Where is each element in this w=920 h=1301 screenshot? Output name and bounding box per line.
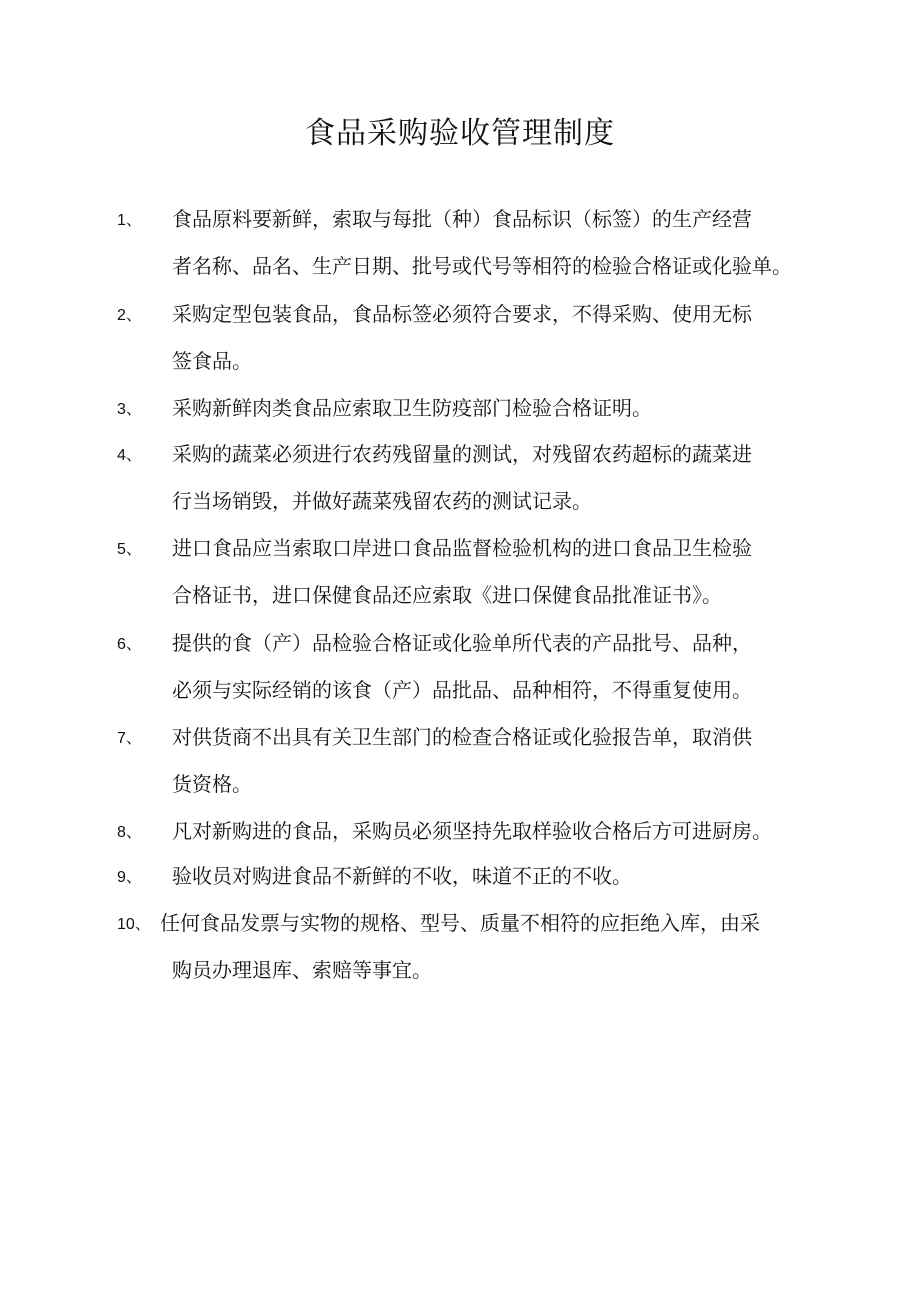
item-number: 10、	[117, 916, 151, 933]
item-number: 4、	[117, 447, 142, 464]
item-line: 提供的食（产）品检验合格证或化验单所代表的产品批号、品种，	[172, 631, 752, 655]
item-line: 行当场销毁，并做好蔬菜残留农药的测试记录。	[172, 489, 592, 513]
item-number: 6、	[117, 636, 142, 653]
item-line: 验收员对购进食品不新鲜的不收，味道不正的不收。	[172, 864, 632, 888]
item-line: 采购定型包装食品，食品标签必须符合要求，不得采购、使用无标	[172, 302, 752, 326]
item-line: 签食品。	[172, 349, 252, 373]
document-title: 食品采购验收管理制度	[305, 116, 615, 151]
item-line: 货资格。	[172, 772, 252, 796]
item-line: 任何食品发票与实物的规格、型号、质量不相符的应拒绝入库，由采	[160, 911, 760, 935]
item-line: 凡对新购进的食品，采购员必须坚持先取样验收合格后方可进厨房。	[172, 819, 772, 843]
item-number: 9、	[117, 869, 142, 886]
item-line: 采购的蔬菜必须进行农药残留量的测试，对残留农药超标的蔬菜进	[172, 442, 752, 466]
item-number: 7、	[117, 730, 142, 747]
item-number: 8、	[117, 824, 142, 841]
item-line: 必须与实际经销的该食（产）品批品、品种相符，不得重复使用。	[172, 678, 752, 702]
item-line: 采购新鲜肉类食品应索取卫生防疫部门检验合格证明。	[172, 396, 652, 420]
item-number: 2、	[117, 307, 142, 324]
item-line: 合格证书，进口保健食品还应索取《进口保健食品批准证书》。	[172, 583, 722, 607]
item-line: 对供货商不出具有关卫生部门的检查合格证或化验报告单，取消供	[172, 725, 752, 749]
item-line: 食品原料要新鲜，索取与每批（种）食品标识（标签）的生产经营	[172, 207, 752, 231]
item-line: 进口食品应当索取口岸进口食品监督检验机构的进口食品卫生检验	[172, 536, 752, 560]
item-number: 3、	[117, 401, 142, 418]
item-line: 购员办理退库、索赔等事宜。	[172, 958, 432, 982]
item-number: 5、	[117, 541, 142, 558]
item-line: 者名称、品名、生产日期、批号或代号等相符的检验合格证或化验单。	[172, 254, 792, 278]
item-number: 1、	[117, 212, 142, 229]
